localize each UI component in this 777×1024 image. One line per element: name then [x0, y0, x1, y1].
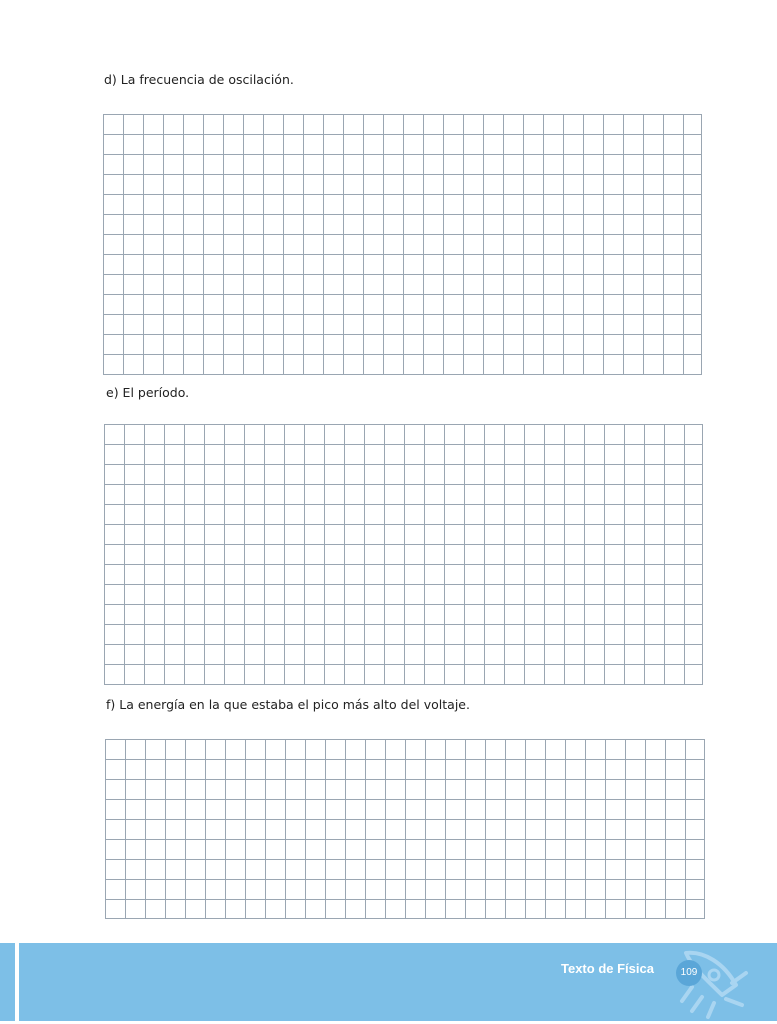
page-number: 109	[676, 960, 702, 986]
answer-grid-e[interactable]	[104, 424, 703, 685]
question-e: e) El período.	[106, 385, 190, 400]
rocket-icon	[652, 943, 752, 1021]
footer-bar	[0, 943, 777, 1021]
answer-grid-d[interactable]	[103, 114, 702, 375]
footer-divider	[15, 943, 19, 1021]
book-title: Texto de Física	[561, 961, 654, 976]
answer-grid-f[interactable]	[105, 739, 705, 919]
question-d: d) La frecuencia de oscilación.	[104, 72, 294, 87]
question-f: f) La energía en la que estaba el pico más alto del voltaje.	[106, 697, 470, 712]
